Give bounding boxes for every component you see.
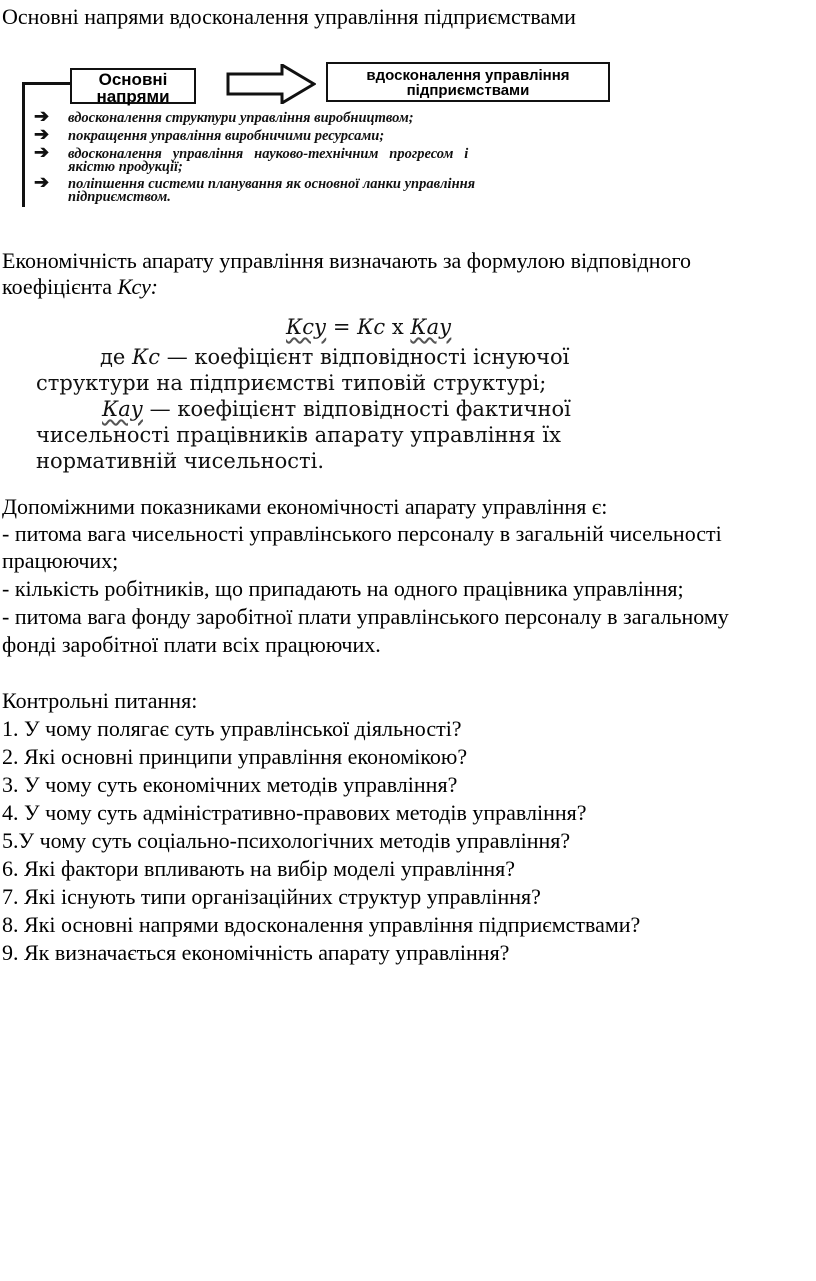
arrow-right-icon: ➔ <box>34 106 50 126</box>
formula-equation <box>286 314 451 340</box>
formula-intro-symbol: Ксу: <box>117 274 158 299</box>
question-item: 5.У чому суть соціально-психологічних методів управління? <box>2 828 571 853</box>
diagram-item-text: покращення управління виробничими ресурсами; <box>68 128 385 144</box>
formula-intro-line-1: Економічність апарату управління визначають за формулою відповідного <box>2 248 691 273</box>
formula-kc: Кс <box>357 315 386 339</box>
arrow-right-icon: ➔ <box>34 124 50 144</box>
diagram-item-continuation: якістю продукції; <box>68 159 183 175</box>
formula-kay: Кау <box>410 315 452 339</box>
formula-lhs: Ксу <box>286 315 327 339</box>
formula-where-kay <box>102 396 571 422</box>
arrow-right-icon: ➔ <box>34 142 50 162</box>
formula-intro-prefix: коефіцієнта <box>2 274 118 299</box>
diagram-item-text: поліпшення системи планування як основної ланки управління <box>68 176 476 192</box>
question-item: 8. Які основні напрями вдосконалення управління підприємствами? <box>2 912 641 937</box>
formula-kc-definition: — коефіцієнт відповідності існуючої <box>160 345 570 369</box>
formula-eq: = <box>326 315 358 339</box>
question-item: 9. Як визначається економічність апарату управління? <box>2 940 510 965</box>
formula-where-prefix: де <box>100 345 133 369</box>
diagram-item <box>34 108 414 126</box>
formula-kay-symbol: Кау <box>102 397 143 421</box>
diagram-item-continuation: підприємством. <box>68 189 171 205</box>
improvement-box <box>326 62 610 102</box>
diagram-item <box>34 126 384 144</box>
diagram-item-text: вдосконалення структури управління виробництвом; <box>68 110 414 126</box>
question-item: 7. Які існують типи організаційних структур управління? <box>2 884 541 909</box>
page-heading: Основні напрями вдосконалення управління підприємствами <box>2 4 576 29</box>
aux-line: - питома вага фонду заробітної плати управлінського персоналу в загальному <box>2 604 729 629</box>
formula-where-kc <box>100 344 569 370</box>
main-directions-line-2: напрями <box>96 87 170 106</box>
formula-times: х <box>385 315 411 339</box>
formula-kc-symbol: Кс <box>132 345 161 369</box>
formula-kay-definition-cont-1: чисельності працівників апарату управління їх <box>36 423 561 447</box>
main-directions-box <box>70 68 196 104</box>
directions-diagram <box>12 60 616 210</box>
formula-block <box>20 310 680 475</box>
formula-kay-definition-cont-2: нормативній чисельності. <box>36 449 325 473</box>
aux-line: працюючих; <box>2 548 119 573</box>
improvement-line-1: вдосконалення управління <box>366 67 570 84</box>
main-directions-line-1: Основні <box>98 70 168 89</box>
diagram-item-text: вдосконалення управління науково-технічним прогресом і <box>68 146 469 162</box>
arrow-right-icon: ➔ <box>34 172 50 192</box>
formula-kc-definition-cont: структури на підприємстві типовій структурі; <box>36 371 547 395</box>
question-item: 6. Які фактори впливають на вибір моделі управління? <box>2 856 516 881</box>
question-item: 3. У чому суть економічних методів управління? <box>2 772 458 797</box>
formula-kay-definition: — коефіцієнт відповідності фактичної <box>142 397 571 421</box>
aux-line: - питома вага чисельності управлінського персоналу в загальній чисельності <box>2 521 722 546</box>
question-item: 2. Які основні принципи управління економікою? <box>2 744 468 769</box>
big-arrow-right-icon <box>226 64 316 104</box>
aux-title: Допоміжними показниками економічності апарату управління є: <box>2 494 608 519</box>
question-item: 4. У чому суть адміністративно-правових методів управління? <box>2 800 587 825</box>
questions-title: Контрольні питання: <box>2 688 198 713</box>
aux-line: фонді заробітної плати всіх працюючих. <box>2 632 381 657</box>
improvement-line-2: підприємствами <box>406 82 530 99</box>
question-item: 1. У чому полягає суть управлінської діяльності? <box>2 716 462 741</box>
formula-intro-line-2 <box>2 274 158 300</box>
aux-line: - кількість робітників, що припадають на одного працівника управління; <box>2 576 684 601</box>
